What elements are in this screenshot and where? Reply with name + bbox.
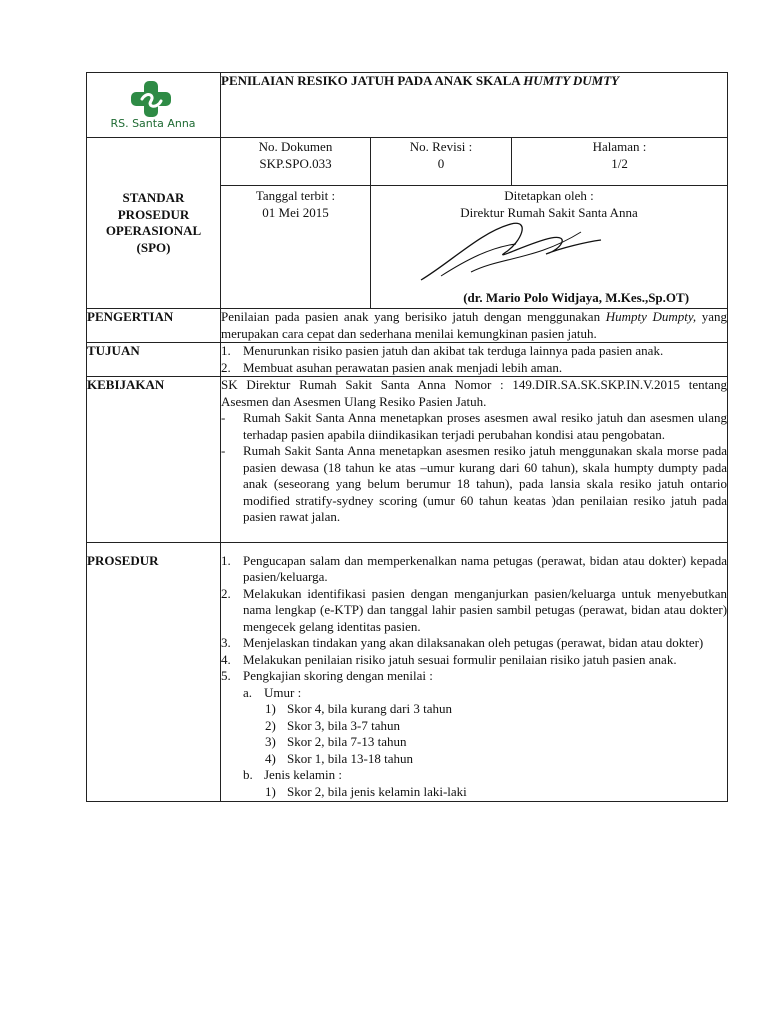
document-title — [221, 73, 728, 138]
issue-date-label: Tanggal terbit : — [255, 188, 336, 203]
pengertian-body: Penilaian pada pasien anak yang berisiko jatuh dengan menggunakan Humpty Dumpty, yang merupakan cara cepat dan sederhana menilai kemungkinan pasien jatuh. — [221, 309, 728, 341]
title-text: PENILAIAN RESIKO JATUH PADA ANAK SKALA — [221, 73, 524, 88]
revision-cell — [371, 138, 512, 186]
list-item: 2. Membuat asuhan perawatan pasien anak menjadi lebih aman. — [221, 359, 563, 375]
doc-number-cell — [221, 138, 371, 186]
list-item: 2. Melakukan identifikasi pasien dengan menganjurkan pasien/keluarga untuk menyebutkan nama lengkap (e-KTP) dan tanggal lahir pasien sambil petugas (perawat, bidan atau dokter) mengecek gelang identitas pasien. — [221, 585, 728, 634]
doc-number-value: SKP.SPO.033 — [259, 155, 332, 171]
list-item: 4. Melakukan penilaian risiko jatuh sesuai formulir penilaian risiko jatuh pasien anak. — [221, 651, 677, 667]
kebijakan-intro: SK Direktur Rumah Sakit Santa Anna Nomor : 149.DIR.SA.SK.SKP.IN.V.2015 tentang Asesmen dan Asesmen Ulang Resiko Pasien Jatuh. — [221, 377, 728, 409]
tujuan-body — [221, 343, 728, 377]
list-item: 1. Pengucapan salam dan memperkenalkan nama petugas (perawat, bidan atau dokter) kepada pasien/keluarga. — [221, 552, 728, 584]
list-item: 5. Pengkajian skoring dengan menilai : — [221, 668, 433, 683]
list-item: - Rumah Sakit Santa Anna menetapkan asesmen resiko jatuh menggunakan skala morse pada pasien dewasa (18 tahun ke atas –umur kurang dari 60 tahun), skala humpty dumpty pada anak (seseorang yang belum berumur 18 tahun), pada lansia skala resiko jatuh ontario modified stratify-sydney scoring (umur 60 tahun keatas )dan penilaian resiko jatuh pada pasien rawat jalan. — [221, 443, 728, 524]
revision-label: No. Revisi : — [409, 139, 473, 154]
pengertian-label: PENGERTIAN — [87, 309, 221, 343]
prosedur-label: PROSEDUR — [87, 542, 221, 802]
sub-sub-list-item: 1) Skor 2, bila jenis kelamin laki-laki — [265, 783, 467, 799]
sub-sub-list-item: 3) Skor 2, bila 7-13 tahun — [265, 734, 407, 749]
sub-sub-list-item: 4) Skor 1, bila 13-18 tahun — [265, 750, 414, 766]
page-label: Halaman : — [592, 139, 647, 154]
spo-document — [86, 72, 727, 913]
logo-text: RS. Santa Anna — [110, 117, 196, 130]
approved-by-label: Ditetapkan oleh : — [504, 188, 594, 203]
cross-icon — [131, 81, 171, 117]
revision-value: 0 — [437, 155, 445, 171]
spo-label-line: OPERASIONAL — [105, 223, 202, 238]
approval-cell — [371, 186, 728, 309]
spo-label-line: PROSEDUR — [117, 206, 190, 222]
list-item: - Rumah Sakit Santa Anna menetapkan proses asesmen awal resiko jatuh dan asesmen ulang terhadap pasien apabila diindikasikan terjadi perubahan kondisi atau pengobatan. — [221, 410, 728, 442]
sub-list-item: b. Jenis kelamin : — [243, 767, 342, 782]
page-cell — [512, 138, 728, 186]
kebijakan-label: KEBIJAKAN — [87, 377, 221, 543]
logo-cell — [87, 73, 221, 138]
list-item: 3. Menjelaskan tindakan yang akan dilaksanakan oleh petugas (perawat, bidan atau dokter) — [221, 635, 704, 650]
list-item: 1. Menurunkan risiko pasien jatuh dan akibat tak terduga lainnya pada pasien anak. — [221, 343, 664, 358]
doc-number-label: No. Dokumen — [258, 139, 333, 154]
prosedur-body — [221, 542, 728, 802]
kebijakan-body — [221, 377, 728, 543]
spo-table — [86, 72, 728, 802]
signatory-name: (dr. Mario Polo Widjaya, M.Kes.,Sp.OT) — [463, 289, 690, 305]
spo-label-line: (SPO) — [136, 239, 171, 255]
sub-sub-list-item: 1) Skor 4, bila kurang dari 3 tahun — [265, 701, 452, 716]
page-value: 1/2 — [611, 155, 628, 171]
sub-sub-list-item: 2) Skor 3, bila 3-7 tahun — [265, 717, 401, 733]
title-italic: HUMTY DUMTY — [523, 73, 620, 88]
issue-date-cell — [221, 186, 371, 309]
issue-date-value: 01 Mei 2015 — [262, 204, 329, 220]
hospital-logo — [87, 73, 220, 137]
sub-list-item: a. Umur : — [243, 684, 302, 700]
signature-image — [411, 202, 611, 292]
tujuan-label: TUJUAN — [87, 343, 221, 377]
spo-label-cell — [87, 138, 221, 309]
spo-label-line: STANDAR — [122, 190, 185, 205]
approved-by-value: Direktur Rumah Sakit Santa Anna — [460, 204, 638, 220]
